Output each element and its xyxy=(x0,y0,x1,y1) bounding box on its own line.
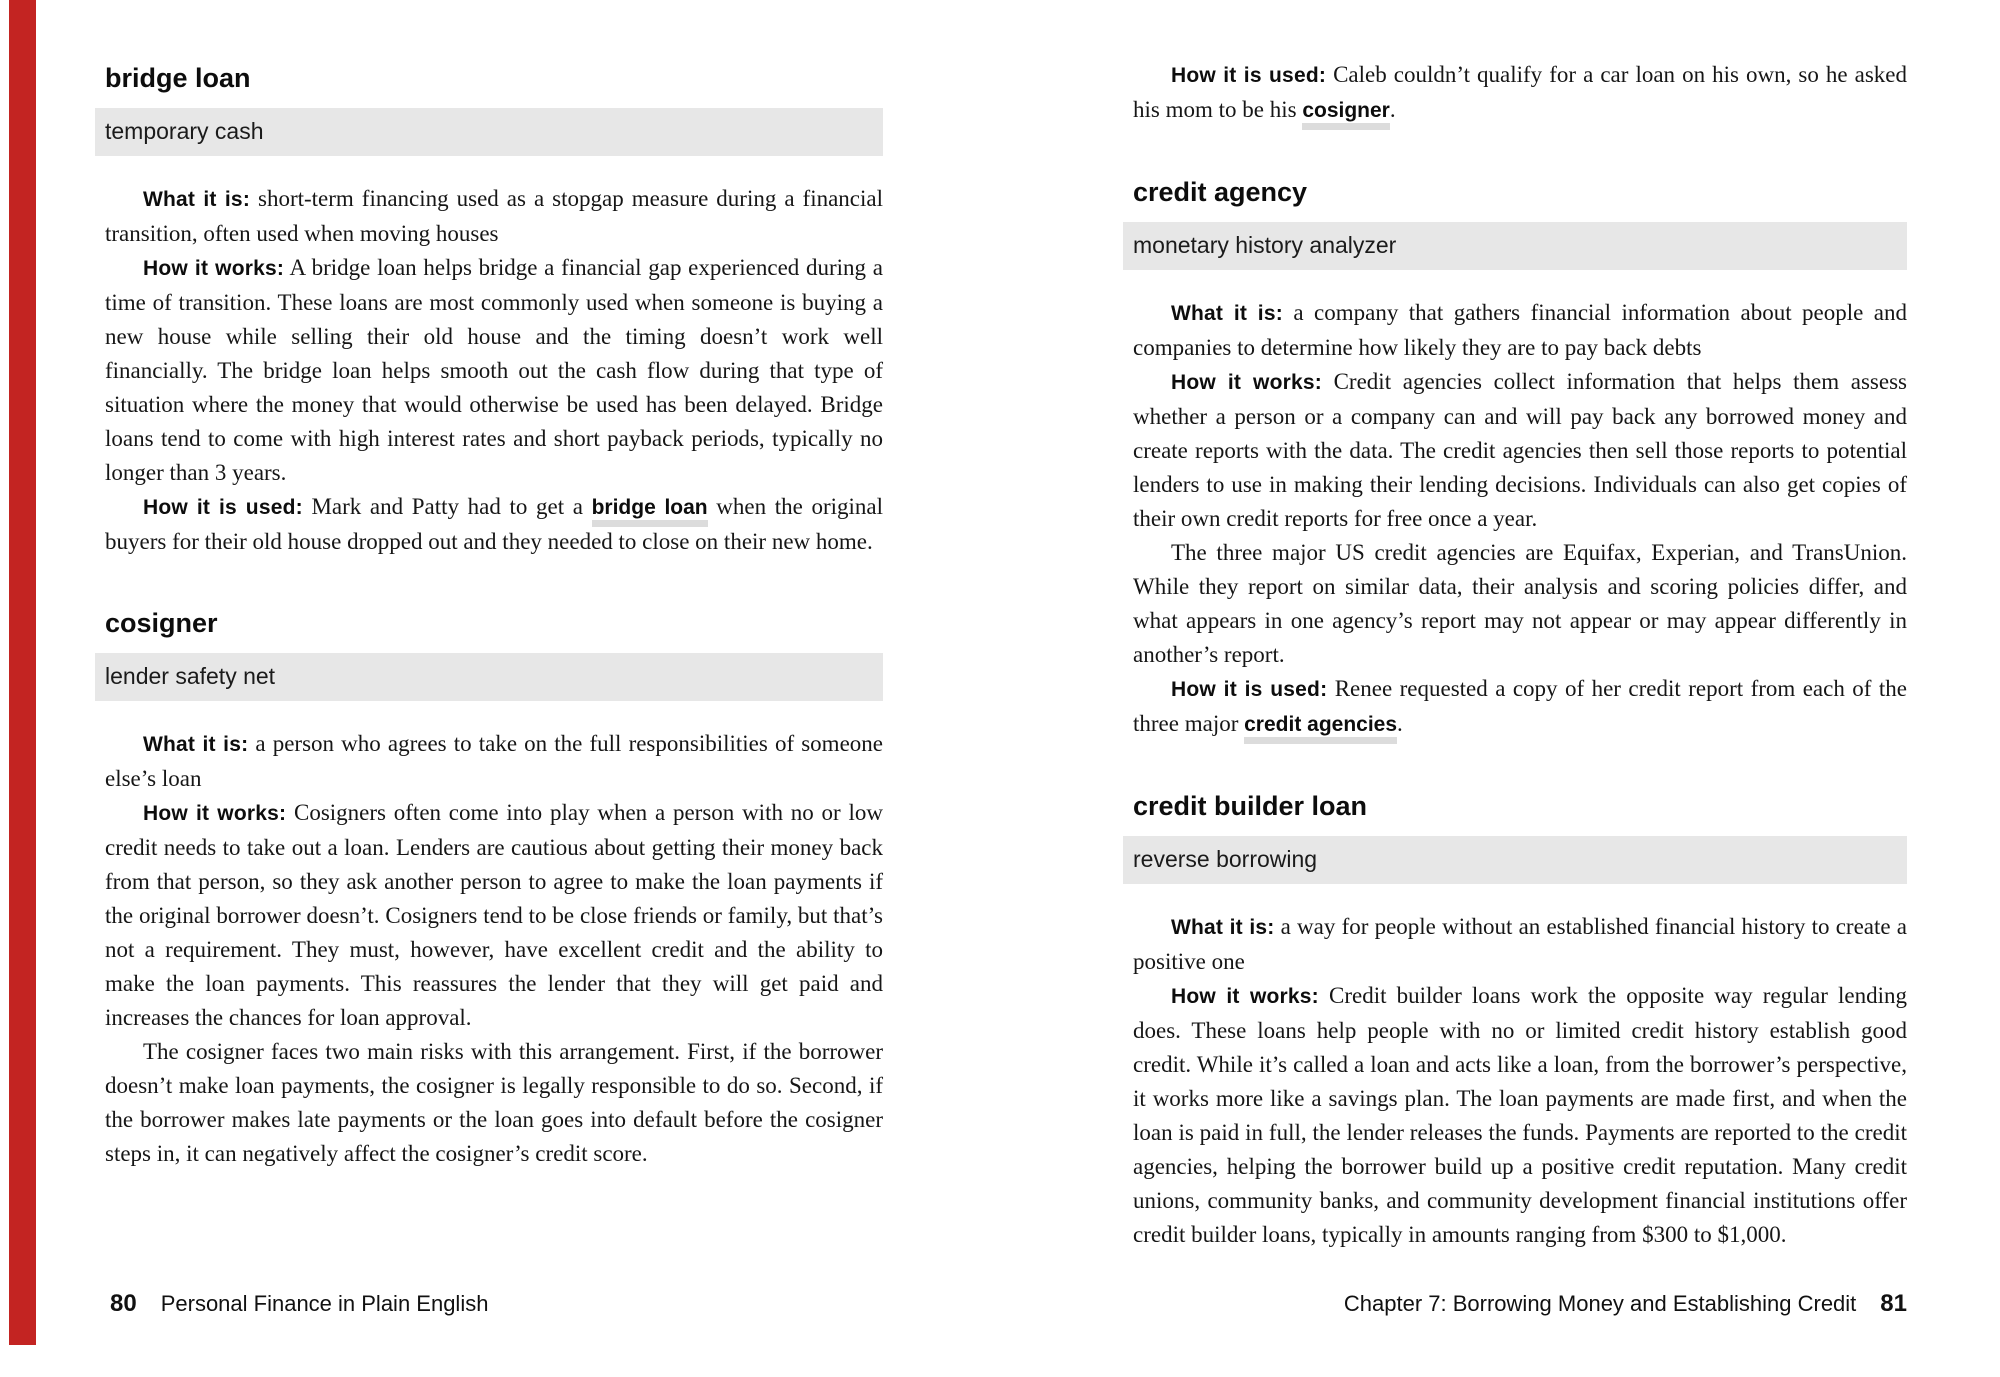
page-left-body xyxy=(105,62,883,1171)
term-subtitle-bar xyxy=(1123,836,1907,884)
paragraph-lead: What it is: xyxy=(143,733,249,756)
paragraph: What it is: a way for people without an established financial history to create a positive one xyxy=(1133,914,1908,974)
paragraph-lead: What it is: xyxy=(143,188,251,211)
term-heading: bridge loan xyxy=(105,63,251,93)
paragraph-lead: How it works: xyxy=(1171,985,1319,1008)
left-edge-red-bar xyxy=(9,0,36,1345)
paragraph: The cosigner faces two main risks with this arrangement. First, if the borrower doesn’t make loan payments, the cosigner is legally responsible to do so. Second, if the borrower makes late payments or the loan goes into default before the cosigner steps in, it can negatively affect the cosigner’s credit score. xyxy=(105,1039,883,1166)
term-subtitle: monetary history analyzer xyxy=(1133,232,1397,258)
paragraph: How it is used: Renee requested a copy of her credit report from each of the three major credit agencies. xyxy=(1133,672,1907,742)
paragraph-lead: What it is: xyxy=(1171,916,1275,939)
paragraph: The three major US credit agencies are Equifax, Experian, and TransUnion. While they report on similar data, their analysis and scoring policies differ, and what appears in one agency’s report may not appear or may appear differently in another’s report. xyxy=(1133,540,1907,667)
paragraph-lead: How it is used: xyxy=(143,496,303,519)
paragraph: How it works: Credit agencies collect information that helps them assess whether a person or a company can and will pay back any borrowed money and create reports with the data. The credit agencies then sell those reports to potential lenders to use in making their lending decisions. Individuals can also get copies of their own credit reports for free once a year. xyxy=(1133,369,1907,531)
page-right xyxy=(1133,58,1908,1317)
term-subtitle-bar xyxy=(95,108,883,156)
term-subtitle: lender safety net xyxy=(105,663,276,689)
term-subtitle-bar xyxy=(1123,222,1907,270)
term-heading: cosigner xyxy=(105,608,218,638)
paragraph-lead: How it is used: xyxy=(1171,64,1327,87)
paragraph: What it is: a company that gathers financial information about people and companies to determine how likely they are to pay back debts xyxy=(1133,300,1908,360)
paragraph: How it is used: Caleb couldn’t qualify for a car loan on his own, so he asked his mom to be his cosigner. xyxy=(1133,58,1907,128)
term-subtitle-bar xyxy=(95,653,883,701)
paragraph-lead: How it works: xyxy=(143,257,285,280)
paragraph: How it is used: Mark and Patty had to get a bridge loan when the original buyers for their old house dropped out and they needed to close on their new home. xyxy=(105,494,883,554)
paragraph: How it works: A bridge loan helps bridge a financial gap experienced during a time of transition. These loans are most commonly used when someone is buying a new house while selling their old house and the timing doesn’t work well financially. The bridge loan helps smooth out the cash flow during that type of situation where the money that would otherwise be used has been delayed. Bridge loans tend to come with high interest rates and short payback periods, typically no longer than 3 years. xyxy=(105,255,883,485)
term-heading: credit builder loan xyxy=(1133,791,1368,821)
term-reference: bridge loan xyxy=(592,496,708,527)
paragraph: How it works: Cosigners often come into play when a person with no or low credit needs to take out a loan. Lenders are cautious about getting their money back from that person, so they ask another person to agree to make the loan payments if the original borrower doesn’t. Cosigners tend to be close friends or family, but that’s not a requirement. They must, however, have excellent credit and the ability to make the loan payments. This reassures the lender that they will get paid and increases the chances for loan approval. xyxy=(105,800,883,1030)
paragraph: What it is: short-term financing used as a stopgap measure during a financial transition, often used when moving houses xyxy=(105,186,884,246)
term-reference: cosigner xyxy=(1302,99,1390,130)
page-number-right: 81 xyxy=(1880,1290,1907,1317)
page-right-footer xyxy=(1344,1290,1907,1318)
term-subtitle: temporary cash xyxy=(105,118,264,144)
page-right-body xyxy=(1133,58,1907,1252)
paragraph: How it works: Credit builder loans work the opposite way regular lending does. These loans help people with no or limited credit history establish good credit. While it’s called a loan and acts like a loan, from the borrower’s perspective, it works more like a savings plan. The loan payments are made first, and when the loan is paid in full, the lender releases the funds. Payments are reported to the credit agencies, helping the borrower build up a positive credit reputation. Many credit unions, community banks, and community development financial institutions offer credit builder loans, typically in amounts ranging from $300 to $1,000. xyxy=(1133,983,1907,1247)
chapter-title: Chapter 7: Borrowing Money and Establishing Credit xyxy=(1343,1291,1857,1316)
paragraph-lead: How it works: xyxy=(1171,371,1322,394)
page-left-footer xyxy=(110,1290,488,1318)
term-subtitle: reverse borrowing xyxy=(1133,846,1318,872)
term-heading: credit agency xyxy=(1133,177,1308,207)
paragraph-lead: What it is: xyxy=(1171,302,1283,325)
paragraph: What it is: a person who agrees to take on the full responsibilities of someone else’s loan xyxy=(105,731,883,791)
page-left xyxy=(105,58,884,1317)
book-title: Personal Finance in Plain English xyxy=(160,1291,489,1316)
paragraph-lead: How it works: xyxy=(143,802,287,825)
paragraph-lead: How it is used: xyxy=(1171,678,1328,701)
page-number-left: 80 xyxy=(110,1290,137,1317)
term-reference: credit agencies xyxy=(1244,713,1397,744)
